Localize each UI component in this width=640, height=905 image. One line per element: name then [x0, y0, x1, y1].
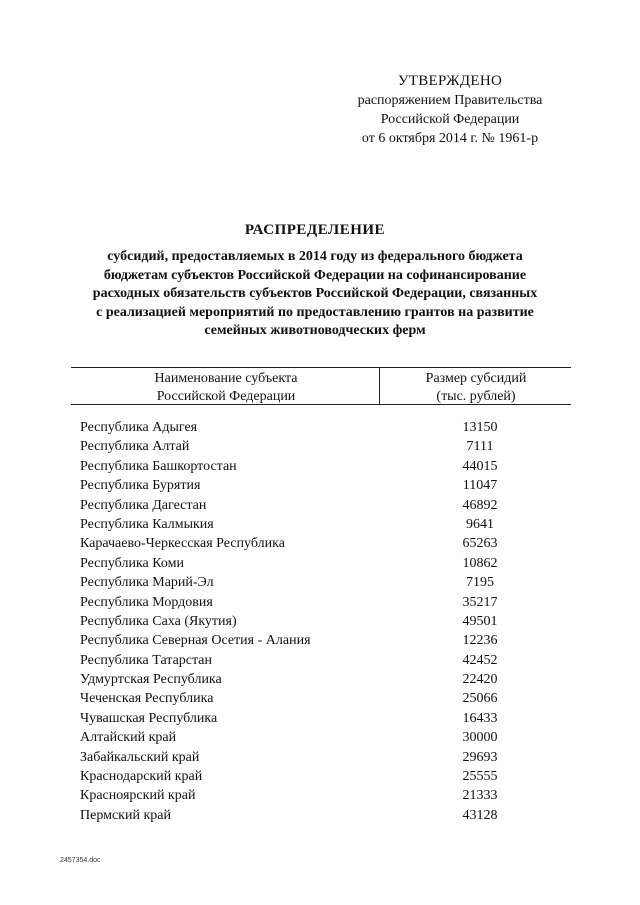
subsidy-value: 46892: [462, 497, 498, 513]
table-row: [80, 748, 560, 767]
table-row: [80, 593, 560, 612]
subtitle-line: бюджетам субъектов Российской Федерации на софинансирование: [103, 267, 527, 283]
subsidy-value: 21333: [462, 788, 498, 804]
table-row: [80, 631, 560, 650]
column-header-subsidy-line-2: (тыс. рублей): [436, 388, 516, 404]
region-name: Пермский край: [80, 807, 171, 823]
table-row: [80, 437, 560, 456]
subtitle-line: расходных обязательств субъектов Российской Федерации, связанных: [92, 286, 538, 302]
table-row: [80, 554, 560, 573]
document-subtitle: [60, 248, 570, 341]
table-row: [80, 515, 560, 534]
subsidy-value: 25066: [462, 691, 498, 707]
region-name: Республика Адыгея: [80, 420, 198, 435]
region-name: Карачаево-Черкесская Республика: [80, 536, 285, 552]
approval-stamp: УТВЕРЖДЕНО: [397, 73, 503, 89]
subsidy-value: 43128: [462, 807, 498, 823]
subsidy-value: 10862: [462, 555, 498, 571]
subsidy-value: 16433: [462, 710, 498, 726]
approval-line-1: распоряжением Правительства: [357, 93, 543, 108]
column-header-subsidy: [381, 370, 571, 405]
table-row: [80, 418, 560, 437]
subsidy-value: 29693: [462, 749, 498, 765]
region-name: Алтайский край: [80, 730, 177, 746]
region-name: Чеченская Республика: [80, 691, 214, 707]
approval-line-3: от 6 октября 2014 г. № 1961-р: [361, 131, 539, 146]
table-row: [80, 767, 560, 786]
subtitle-line: семейных животноводческих ферм: [204, 323, 426, 339]
subsidy-value: 12236: [462, 633, 498, 649]
table-row: [80, 728, 560, 747]
table-row: [80, 534, 560, 553]
region-name: Республика Саха (Якутия): [80, 613, 237, 629]
subsidy-value: 44015: [462, 458, 498, 474]
table-row: [80, 709, 560, 728]
table-row: [80, 806, 560, 825]
region-name: Республика Алтай: [80, 439, 190, 455]
region-name: Республика Дагестан: [80, 497, 207, 513]
approval-line-2: Российской Федерации: [380, 112, 520, 127]
column-header-region-line-1: Наименование субъекта: [154, 371, 298, 386]
subsidy-value: 35217: [462, 594, 498, 610]
table-row: [80, 651, 560, 670]
table-row: [80, 670, 560, 689]
column-header-region: [71, 370, 381, 405]
table-row: [80, 476, 560, 495]
region-name: Удмуртская Республика: [80, 672, 222, 688]
subsidy-value: 25555: [462, 769, 498, 785]
subsidy-value: 7111: [466, 439, 494, 455]
column-header-region-line-2: Российской Федерации: [156, 388, 296, 404]
subsidy-value: 49501: [462, 613, 498, 629]
region-name: Республика Бурятия: [80, 478, 201, 494]
subtitle-line: субсидий, предоставляемых в 2014 году из федерального бюджета: [107, 249, 523, 264]
subsidy-value: 22420: [462, 672, 498, 688]
table-row: [80, 612, 560, 631]
region-name: Красноярский край: [80, 788, 196, 804]
column-header-subsidy-line-1: Размер субсидий: [425, 371, 527, 386]
region-name: Забайкальский край: [80, 749, 200, 765]
region-name: Республика Татарстан: [80, 652, 213, 668]
table-row: [80, 786, 560, 805]
table-row: [80, 496, 560, 515]
subsidy-value: 7195: [466, 575, 494, 591]
region-name: Республика Калмыкия: [80, 516, 214, 532]
region-name: Республика Северная Осетия - Алания: [80, 633, 311, 649]
table-row: [80, 573, 560, 592]
region-name: Республика Башкортостан: [80, 458, 237, 474]
approval-block: [330, 72, 570, 148]
subsidy-value: 30000: [462, 730, 498, 746]
subsidy-value: 42452: [462, 652, 498, 668]
file-name-footer: 2457354.doc: [60, 857, 101, 864]
table-row: [80, 457, 560, 476]
subsidy-value: 11047: [462, 478, 498, 494]
region-name: Чувашская Республика: [80, 710, 218, 726]
subsidy-value: 13150: [462, 420, 498, 435]
region-name: Республика Коми: [80, 555, 184, 571]
region-name: Краснодарский край: [80, 769, 203, 785]
column-divider: [379, 368, 380, 404]
table-row: [80, 689, 560, 708]
subsidy-value: 9641: [466, 516, 494, 532]
document-title: РАСПРЕДЕЛЕНИЕ: [244, 222, 386, 238]
table-header: [71, 367, 571, 405]
table-body: [80, 418, 560, 825]
region-name: Республика Мордовия: [80, 594, 213, 610]
region-name: Республика Марий-Эл: [80, 575, 214, 591]
subsidy-value: 65263: [462, 536, 498, 552]
subtitle-line: с реализацией мероприятий по предоставлению грантов на развитие: [96, 304, 534, 320]
